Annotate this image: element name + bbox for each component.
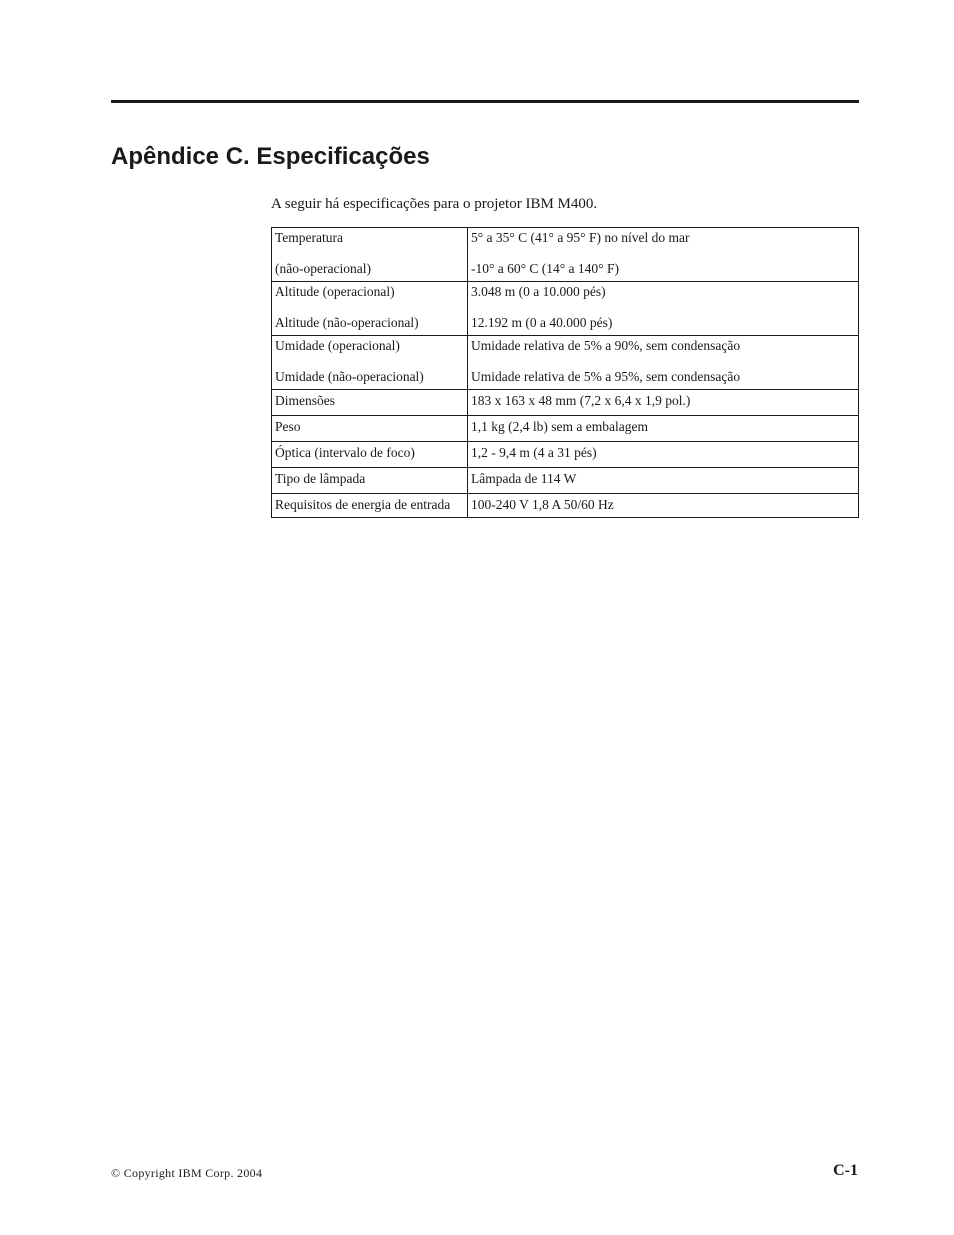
spec-value-cell <box>468 390 859 416</box>
table-row <box>272 336 859 390</box>
spec-label: Umidade (não-operacional) <box>275 369 424 384</box>
spec-label: Dimensões <box>275 393 335 408</box>
table-row <box>272 390 859 416</box>
spec-label: Peso <box>275 419 301 434</box>
spec-label: (não-operacional) <box>275 261 371 276</box>
spec-value-cell <box>468 282 859 336</box>
spec-label-cell <box>272 336 468 390</box>
spec-label-cell <box>272 282 468 336</box>
spec-label: Altitude (não-operacional) <box>275 315 419 330</box>
spec-value: 100-240 V 1,8 A 50/60 Hz <box>471 497 614 512</box>
spec-value: Lâmpada de 114 W <box>471 471 577 486</box>
spec-label: Umidade (operacional) <box>275 338 400 353</box>
spec-value-cell <box>468 416 859 442</box>
spec-label: Requisitos de energia de entrada <box>275 497 451 512</box>
spec-label-cell <box>272 390 468 416</box>
spec-value: 1,1 kg (2,4 lb) sem a embalagem <box>471 419 648 434</box>
spec-value: 12.192 m (0 a 40.000 pés) <box>471 315 613 330</box>
spec-label: Temperatura <box>275 230 344 245</box>
spec-value: 183 x 163 x 48 mm (7,2 x 6,4 x 1,9 pol.) <box>471 393 691 408</box>
spec-value: Umidade relativa de 5% a 95%, sem condensação <box>471 369 741 384</box>
specifications-table <box>271 227 859 518</box>
spec-value: 1,2 - 9,4 m (4 a 31 pés) <box>471 445 597 460</box>
spec-value: -10° a 60° C (14° a 140° F) <box>471 261 619 276</box>
intro-paragraph: A seguir há especificações para o projetor IBM M400. <box>271 196 598 212</box>
spec-label-cell <box>272 494 468 518</box>
spec-label: Tipo de lâmpada <box>275 471 366 486</box>
spec-label-cell <box>272 228 468 282</box>
spec-value: 3.048 m (0 a 10.000 pés) <box>471 284 606 299</box>
spec-value: Umidade relativa de 5% a 90%, sem condensação <box>471 338 741 353</box>
spec-label-cell <box>272 416 468 442</box>
spec-value-cell <box>468 336 859 390</box>
page-number: C-1 <box>833 1162 858 1179</box>
spec-value-cell <box>468 468 859 494</box>
spec-label: Altitude (operacional) <box>275 284 395 299</box>
header-rule <box>111 100 859 103</box>
spec-label-cell <box>272 468 468 494</box>
spec-value-cell <box>468 228 859 282</box>
spec-label-cell <box>272 442 468 468</box>
table-row <box>272 416 859 442</box>
spec-value-cell <box>468 494 859 518</box>
spec-value: 5° a 35° C (41° a 95° F) no nível do mar <box>471 230 690 245</box>
table-row <box>272 494 859 518</box>
table-row <box>272 468 859 494</box>
copyright-notice: © Copyright IBM Corp. 2004 <box>111 1166 263 1180</box>
spec-label: Óptica (intervalo de foco) <box>275 445 415 460</box>
table-row <box>272 282 859 336</box>
page-title: Apêndice C. Especificações <box>111 143 430 170</box>
table-row <box>272 228 859 282</box>
table-row <box>272 442 859 468</box>
spec-value-cell <box>468 442 859 468</box>
